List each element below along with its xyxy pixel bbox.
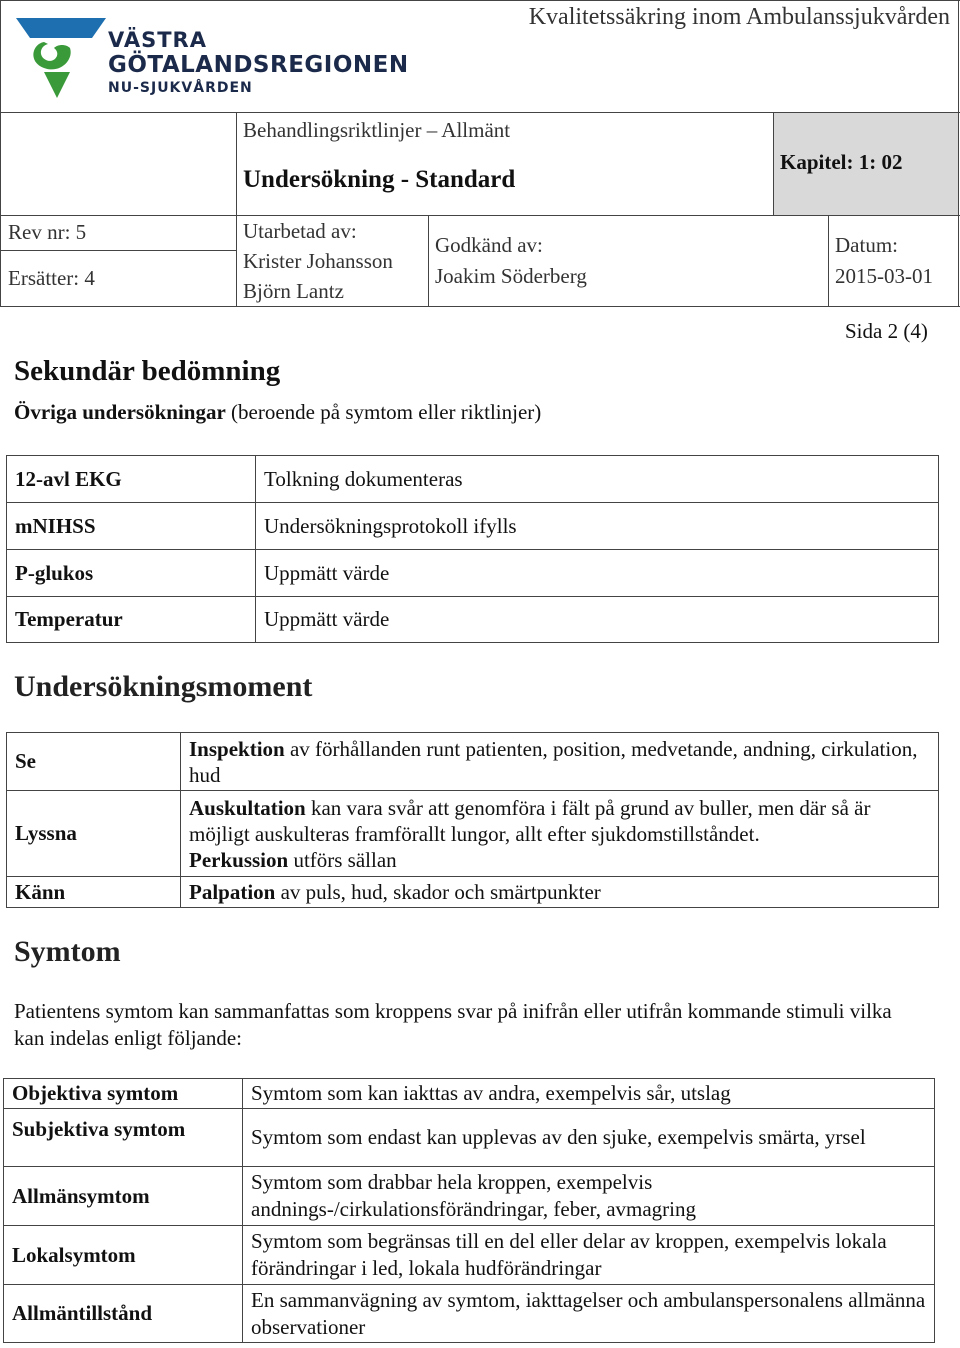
other-examinations-subtitle <box>14 400 541 425</box>
symptoms-table <box>3 1078 935 1343</box>
exam-label: 12-avl EKG <box>7 456 256 503</box>
symptom-value: Symtom som kan iakttas av andra, exempelvis sår, utslag <box>243 1079 935 1109</box>
description-text: av förhållanden runt patienten, position, medvetande, andning, cirkulation, hud <box>189 736 918 787</box>
keyword: Perkussion <box>189 847 289 872</box>
chapter-label: Kapitel: 1: 02 <box>780 150 903 174</box>
document-category: Behandlingsriktlinjer – Allmänt <box>243 118 511 142</box>
moment-label: Känn <box>7 877 181 908</box>
prepared-by-name-2: Björn Lantz <box>243 279 344 303</box>
description-text: utförs sällan <box>288 847 397 872</box>
exam-label: P-glukos <box>7 550 256 597</box>
date-label: Datum: <box>835 233 898 257</box>
logo-text-line1: VÄSTRA <box>108 28 207 52</box>
exam-value: Undersökningsprotokoll ifylls <box>256 503 939 550</box>
table-row <box>4 1109 935 1167</box>
symptom-value: Symtom som drabbar hela kroppen, exempelvis andnings-/cirkulationsförändringar, feber, avmagring <box>243 1167 935 1226</box>
revision-number: Rev nr: 5 <box>8 220 87 244</box>
exam-label: mNIHSS <box>7 503 256 550</box>
symptom-label: Allmäntillstånd <box>4 1285 243 1343</box>
exam-value: Uppmätt värde <box>256 550 939 597</box>
document-series: Kvalitetssäkring inom Ambulanssjukvården <box>528 4 950 30</box>
symptoms-title: Symtom <box>14 935 121 968</box>
page-number: Sida 2 (4) <box>845 319 928 343</box>
table-row <box>7 503 939 550</box>
prepared-by-label: Utarbetad av: <box>243 219 357 243</box>
document-title: Undersökning - Standard <box>243 166 516 193</box>
date-value: 2015-03-01 <box>835 264 933 288</box>
subtitle-rest: (beroende på symtom eller riktlinjer) <box>225 400 542 424</box>
exam-value: Uppmätt värde <box>256 597 939 643</box>
symptom-value: Symtom som begränsas till en del eller delar av kroppen, exempelvis lokala förändringar i led, lokala hudförändringar <box>243 1226 935 1285</box>
chapter-cell <box>774 113 958 215</box>
approved-by-label: Godkänd av: <box>435 233 543 257</box>
region-logo <box>14 14 414 104</box>
symptom-value: Symtom som endast kan upplevas av den sjuke, exempelvis smärta, yrsel <box>243 1109 935 1167</box>
symptom-label: Lokalsymtom <box>4 1226 243 1285</box>
symptom-label: Objektiva symtom <box>4 1079 243 1109</box>
replaces-number: Ersätter: 4 <box>8 266 95 290</box>
symptom-value: En sammanvägning av symtom, iakttagelser och ambulanspersonalens allmänna observationer <box>243 1285 935 1343</box>
symptom-label: Allmänsymtom <box>4 1167 243 1226</box>
table-row <box>7 877 939 908</box>
keyword: Auskultation <box>189 795 306 820</box>
table-row <box>4 1285 935 1343</box>
moment-description <box>181 791 939 877</box>
moment-label: Se <box>7 733 181 791</box>
examinations-table <box>6 455 939 643</box>
moment-label: Lyssna <box>7 791 181 877</box>
approved-by-name: Joakim Söderberg <box>435 264 587 288</box>
moment-description <box>181 877 939 908</box>
symptom-label: Subjektiva symtom <box>4 1109 243 1167</box>
secondary-assessment-title: Sekundär bedömning <box>14 355 281 387</box>
table-row <box>7 456 939 503</box>
logo-text-line3: NU-SJUKVÅRDEN <box>108 80 253 96</box>
table-row <box>7 791 939 877</box>
logo-mark-icon <box>14 14 110 100</box>
examination-moments-title: Undersökningsmoment <box>14 670 313 703</box>
subtitle-bold: Övriga undersökningar <box>14 400 226 424</box>
table-row <box>4 1226 935 1285</box>
logo-text-line2: GÖTALANDSREGIONEN <box>108 52 409 78</box>
table-row <box>7 550 939 597</box>
table-row <box>4 1079 935 1109</box>
moment-description <box>181 733 939 791</box>
prepared-by-name-1: Krister Johansson <box>243 249 393 273</box>
table-row <box>7 733 939 791</box>
exam-label: Temperatur <box>7 597 256 643</box>
exam-value: Tolkning dokumenteras <box>256 456 939 503</box>
keyword: Inspektion <box>189 736 285 761</box>
symptoms-intro: Patientens symtom kan sammanfattas som kroppens svar på inifrån eller utifrån kommande stimuli vilka kan indelas enligt följande: <box>14 999 892 1050</box>
description-text: kan vara svår att genomföra i fält på grund av buller, men där så är möjligt auskulteras framförallt lungor, allt efter sjukdomstillståndet. <box>189 795 871 846</box>
keyword: Palpation <box>189 879 276 904</box>
description-text: av puls, hud, skador och smärtpunkter <box>275 879 601 904</box>
table-row <box>4 1167 935 1226</box>
moments-table <box>6 732 939 908</box>
table-row <box>7 597 939 643</box>
